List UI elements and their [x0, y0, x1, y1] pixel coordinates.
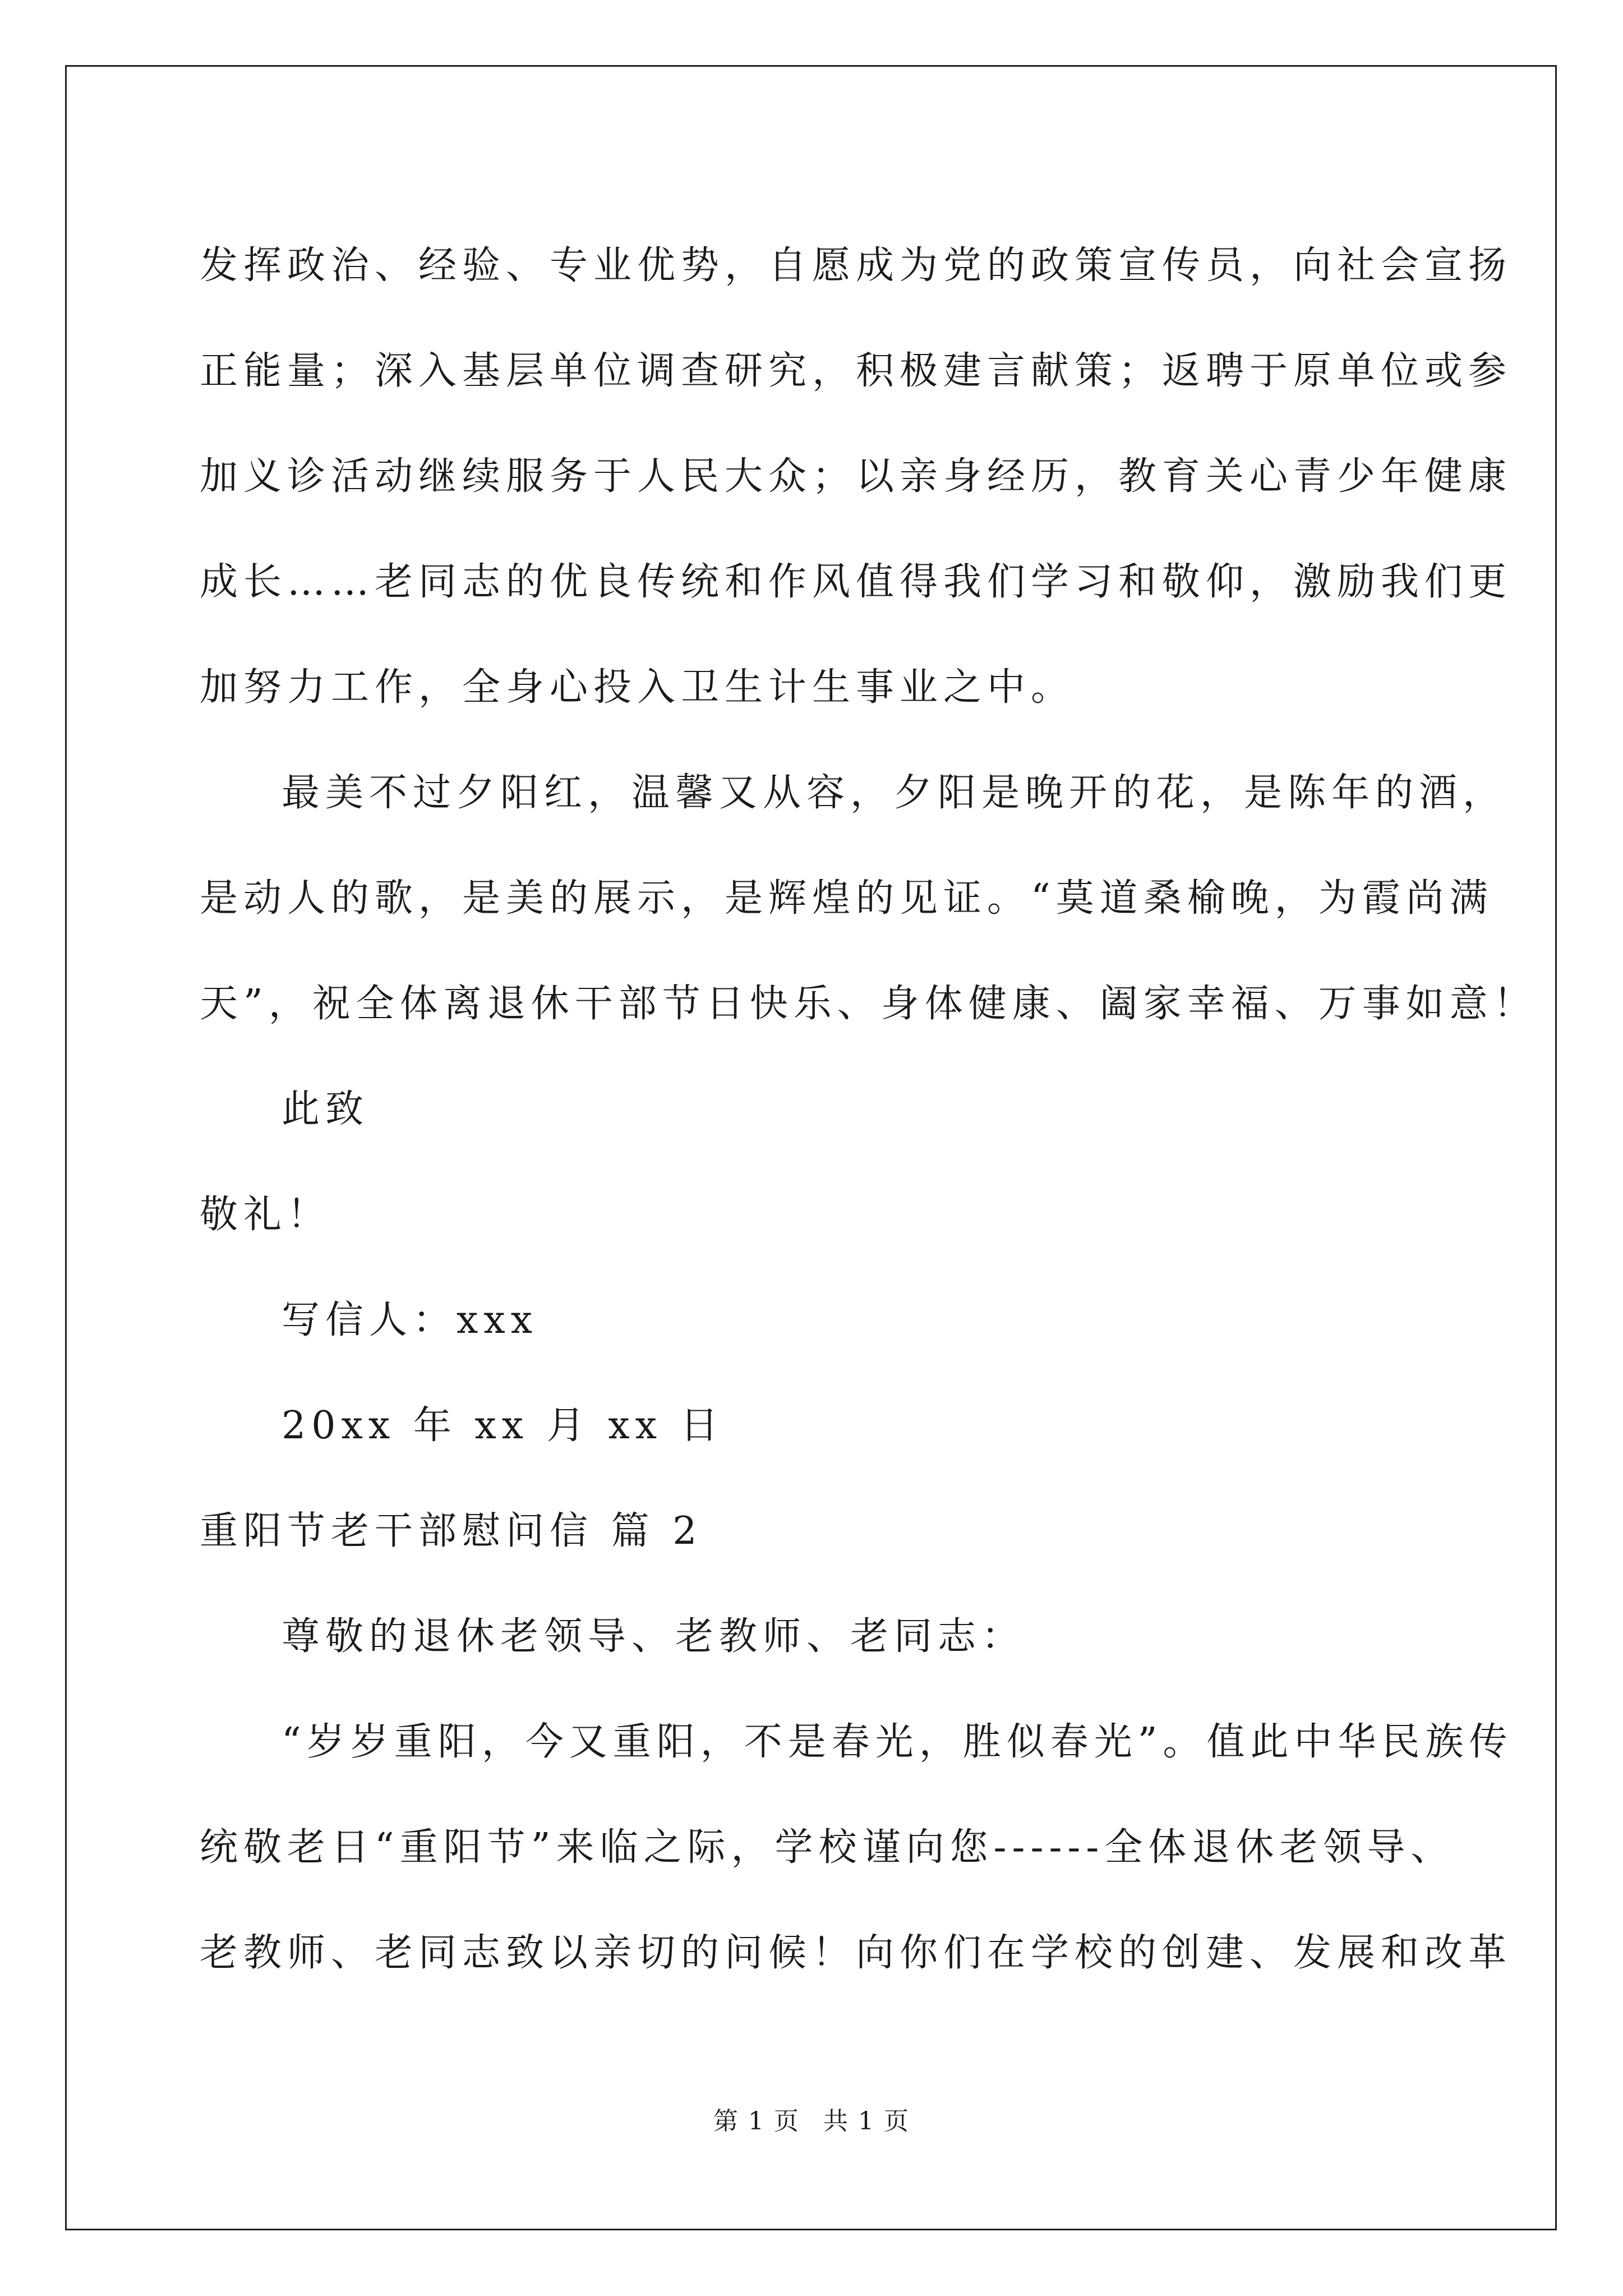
text-line: 老教师、老同志致以亲切的问候！向你们在学校的创建、发展和改革	[200, 1931, 1513, 1975]
closing-regards: 敬礼！	[200, 1193, 331, 1237]
document-body	[200, 213, 1537, 2006]
text-line: 最美不过夕阳红，温馨又从容，夕阳是晚开的花，是陈年的酒，	[282, 771, 1507, 815]
text-line: 成长……老同志的优良传统和作风值得我们学习和敬仰，激励我们更	[200, 560, 1513, 604]
letter-date: 20xx 年 xx 月 xx 日	[282, 1404, 724, 1448]
section-title: 重阳节老干部慰问信 篇 2	[200, 1509, 703, 1553]
text-line: “岁岁重阳，今又重阳，不是春光，胜似春光”。值此中华民族传	[282, 1720, 1513, 1764]
greeting: 尊敬的退休老领导、老教师、老同志：	[282, 1614, 1026, 1659]
text-line: 统敬老日“重阳节”来临之际，学校谨向您------全体退休老领导、	[200, 1825, 1455, 1870]
text-line: 加努力工作，全身心投入卫生计生事业之中。	[200, 665, 1075, 710]
text-line: 加义诊活动继续服务于人民大众；以亲身经历，教育关心青少年健康	[200, 454, 1513, 499]
text-line: 正能量；深入基层单位调查研究，积极建言献策；返聘于原单位或参	[200, 349, 1513, 393]
page-count: 共 1 页	[823, 2107, 910, 2136]
page-footer	[0, 2101, 1623, 2137]
text-line: 发挥政治、经验、专业优势，自愿成为党的政策宣传员，向社会宣扬	[200, 243, 1513, 288]
closing-salutation: 此致	[282, 1087, 370, 1131]
letter-writer: 写信人：xxx	[282, 1298, 538, 1342]
text-line: 是动人的歌，是美的展示，是辉煌的见证。“莫道桑榆晚，为霞尚满	[200, 876, 1493, 921]
text-line: 天”，祝全体离退休干部节日快乐、身体健康、阖家幸福、万事如意！	[200, 982, 1537, 1026]
page-number: 第 1 页	[713, 2107, 800, 2136]
